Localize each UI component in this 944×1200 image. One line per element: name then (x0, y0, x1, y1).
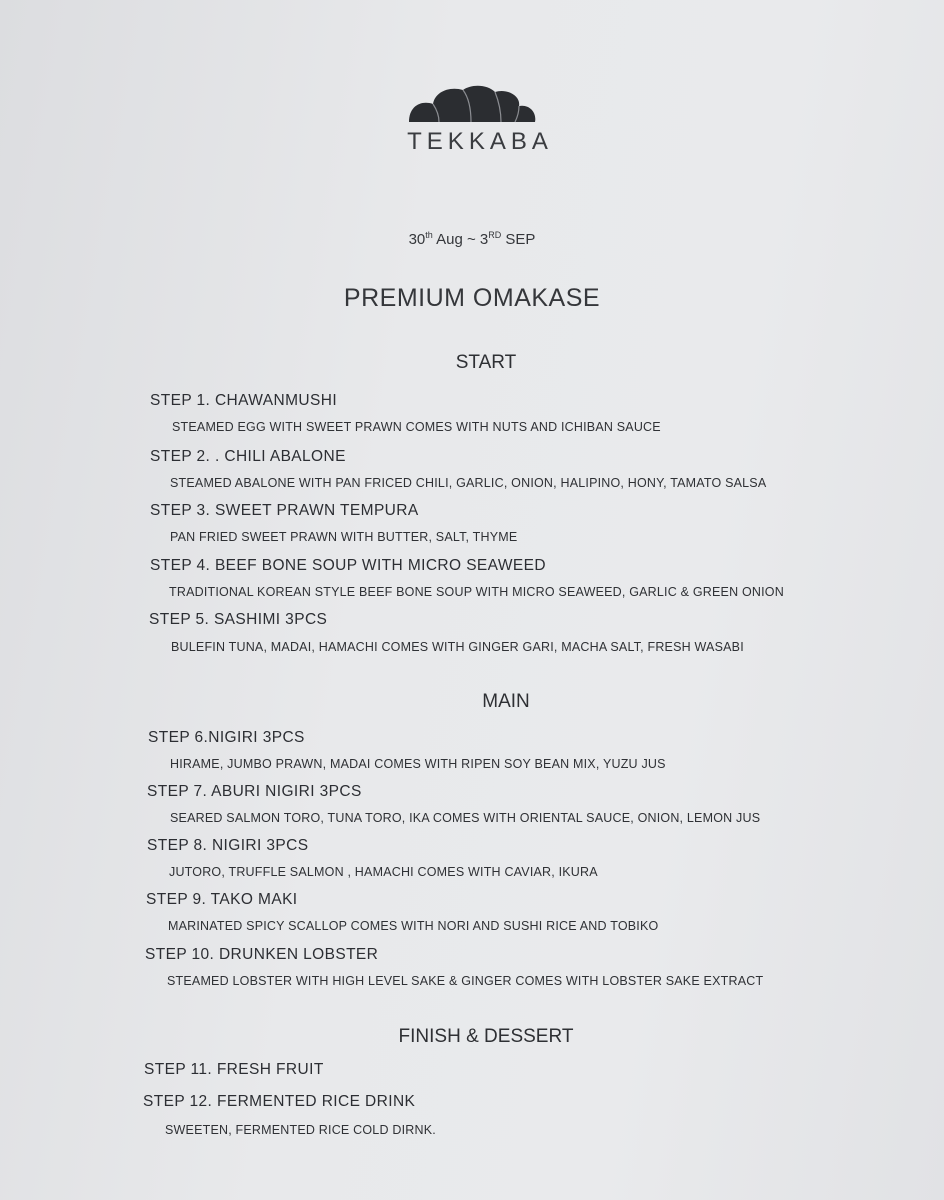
tekkaba-logo-icon (407, 84, 537, 124)
step-6-desc: HIRAME, JUMBO PRAWN, MADAI COMES WITH RIPEN SOY BEAN MIX, YUZU JUS (170, 757, 666, 771)
step-7-desc: SEARED SALMON TORO, TUNA TORO, IKA COMES WITH ORIENTAL SAUCE, ONION, LEMON JUS (170, 811, 761, 825)
date-end-month: SEP (501, 231, 536, 248)
section-title-finish: FINISH & DESSERT (398, 1026, 574, 1047)
brand-name: TEKKABA (407, 128, 553, 155)
date-start-month: Aug ~ (432, 231, 480, 248)
menu-title: PREMIUM OMAKASE (343, 284, 601, 312)
step-4-name: STEP 4. BEEF BONE SOUP WITH MICRO SEAWEED (150, 557, 546, 574)
step-12-name: STEP 12. FERMENTED RICE DRINK (143, 1093, 416, 1110)
step-5-name: STEP 5. SASHIMI 3PCS (149, 611, 328, 628)
date-start-day: 30 (408, 231, 426, 248)
step-4-desc: TRADITIONAL KOREAN STYLE BEEF BONE SOUP WITH MICRO SEAWEED, GARLIC & GREEN ONION (169, 585, 784, 599)
step-8-desc: JUTORO, TRUFFLE SALMON , HAMACHI COMES WITH CAVIAR, IKURA (169, 865, 598, 879)
step-5-desc: BULEFIN TUNA, MADAI, HAMACHI COMES WITH GINGER GARI, MACHA SALT, FRESH WASABI (171, 640, 744, 654)
step-8-name: STEP 8. NIGIRI 3PCS (147, 837, 309, 854)
logo (0, 84, 944, 156)
step-9-name: STEP 9. TAKO MAKI (146, 891, 298, 908)
step-10-name: STEP 10. DRUNKEN LOBSTER (145, 946, 379, 963)
step-1-desc: STEAMED EGG WITH SWEET PRAWN COMES WITH NUTS AND ICHIBAN SAUCE (172, 420, 661, 434)
date-start-suffix: th (425, 230, 433, 240)
step-3-desc: PAN FRIED SWEET PRAWN WITH BUTTER, SALT, THYME (170, 530, 518, 544)
date-end-day: 3 (479, 231, 489, 248)
step-1-name: STEP 1. CHAWANMUSHI (150, 392, 338, 409)
step-11-name: STEP 11. FRESH FRUIT (144, 1061, 324, 1078)
step-6-name: STEP 6.NIGIRI 3PCS (148, 729, 305, 746)
section-title-start: START (455, 352, 517, 373)
section-title-main: MAIN (482, 691, 530, 712)
step-2-name: STEP 2. . CHILI ABALONE (150, 448, 346, 465)
date-range (0, 230, 944, 248)
step-10-desc: STEAMED LOBSTER WITH HIGH LEVEL SAKE & GINGER COMES WITH LOBSTER SAKE EXTRACT (167, 974, 764, 988)
step-12-desc: SWEETEN, FERMENTED RICE COLD DIRNK. (165, 1123, 436, 1137)
date-end-suffix: RD (488, 230, 502, 240)
step-7-name: STEP 7. ABURI NIGIRI 3PCS (147, 783, 362, 800)
step-2-desc: STEAMED ABALONE WITH PAN FRICED CHILI, GARLIC, ONION, HALIPINO, HONY, TAMATO SALSA (170, 476, 767, 490)
step-3-name: STEP 3. SWEET PRAWN TEMPURA (150, 502, 419, 519)
step-9-desc: MARINATED SPICY SCALLOP COMES WITH NORI AND SUSHI RICE AND TOBIKO (168, 919, 659, 933)
